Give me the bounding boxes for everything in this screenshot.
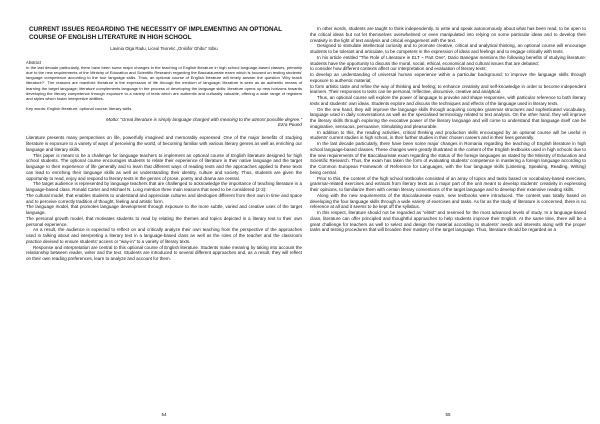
body-paragraph: The language model, that promotes language development through exposure to the more subtle, varied and creative uses of the target language.: [26, 204, 302, 216]
author-line: Lavinia Olga Radu, Liceul Teoretic „Onisifor Ghibu” Sibiu: [110, 46, 218, 52]
right-body: [310, 26, 586, 233]
right-page: [310, 0, 586, 424]
body-paragraph: Prior to this, the content of the high school textbooks consisted of an array of topics and tasks based on vocabulary-based exercises, grammar-related exercises and extracts from literary texts as a major part of the unit meant to develop students' creativity in expressing their opinions, to familiarize them with certain literary conventions of the target language and to develop their extensive reading skills.: [310, 175, 586, 192]
body-paragraph: The personal growth model, that motivates students to read by relating the themes and topics depicted in a literary text to their own personal experience.: [26, 215, 302, 227]
body-paragraph: In this respect, literature should not be regarded as “elitist” and reserved for the most advanced levels of study. In a language-based class, literature can offer principled and thoughtful approaches to help students improve their English. At the same time, there will be a great challenge for teachers as well to select and design the material according to students' needs and interests along with the proper tasks and testing procedures that will broaden their mastery of the target language. Thus, literature should be regarded as a: [310, 210, 586, 233]
left-page: [26, 0, 302, 424]
body-paragraph: The cultural model, that enables students to understand and appreciate cultures and ideologies different from their own in time and space and to perceive correctly tradition of thought, feeling and artistic form.: [26, 192, 302, 204]
body-paragraph: On the one hand, they will improve the language skills through acquiring complex grammar structures and sophisticated vocabulary, language used in daily conversations as well as the specialised terminology related to text analysis. On the other hand, they will improve the literary skills through exploring the evocative power of the literary language and will come to understand that language itself can be imaginative, sensuous, persuasive, stimulating and pleasurable.: [310, 106, 586, 129]
body-paragraph: to develop an understanding of universal human experience within a particular background; to improve the language skills through exposure to authentic material;: [310, 72, 586, 83]
body-paragraph: Thus, an optional course will explore the power of language to provoke and shape responses, with particular reference to both literary texts and students' own ideas. Students explore and discuss the techniques and effects of the language used in literary texts.: [310, 95, 586, 106]
body-paragraph: In the last decade particularly, there have been some major changes in Romania regarding the teaching of English literature in high school language-based classes. These changes were greatly illustrated in the content of the English textbooks used in high schools due to the new requirements of the Baccalaureate exam regarding the status of the foreign languages as stated by the Ministry of Education and Scientific Research. Thus, the exam has taken the form of evaluating students' competence in mastering a foreign language according to the Common European Framework of Reference for Languages, with the four language skills (Listening, Speaking, Reading, Writing) being central.: [310, 141, 586, 175]
body-paragraph: to form artistic taste and refine the way of thinking and feeling; to enhance creativity and self-knowledge in order to become independent learners. Their responses to texts can be personal, reflective, discursive, creative and analytical.: [310, 83, 586, 95]
motto-source: Ezra Pound: [277, 122, 302, 128]
abstract-text: In the last decade particularly, there have been some major changes in the teaching of English literature in high school language-based classes, primarily due to the new requirements of the Ministry of Education and Scientific Research regarding the Baccalaureate exam which is focused on testing students' language competence according to the four language skills. Thus, an optional course of English literature will timely answer the question 'Why teach literature?'. The reasons are manifold: literature is the expression of life through the medium of language; literature is seen as an authentic means of learning the target language; literature complements language in the process of developing the language skills; literature opens up new horizons towards developing the literary competence through exposure to a variety of texts which are authentic and culturally valuable, offering a wide range of registers and styles which foster interpretive abilities.: [26, 65, 302, 101]
body-paragraph: As a result, the audience is expected to reflect on and critically analyze their own teaching from the perspective of the approaches used in talking about and interpreting a literary text in a language-based class as well as the roles of the teacher and the classroom practice devised to ensure students' access or “way-in” to a variety of literary texts.: [26, 227, 302, 244]
keywords: Key words: English literature, optional course, literary skills.: [26, 105, 133, 111]
body-paragraph: Along with the new requirements of the Baccalaureate exam, new textbooks were introduced. The content was totally based on developing the four language skills through a wide variety of exercises and tasks. As far as the study of literature is concerned, there is no reference at all and it seems to be kept off the syllabus.: [310, 192, 586, 210]
body-paragraph: Designed to stimulate intellectual curiosity and to promote creative, critical and analytical thinking, an optional course will encourage students to be tolerant and articulate, to be competent in the expression of ideas and feelings and to engage critically with texts.: [310, 43, 586, 54]
abstract-heading: Abstract: [26, 60, 42, 66]
body-paragraph: In other words, students are taught to think independently, to write and speak autonomously about what has been read, to be open to the critical ideas but not let themselves overwhelmed or even manipulated into relying on some particular ideas and to develop their creativity in the light of text analysis and critical engagement with the text.: [310, 26, 586, 43]
page-number: 54: [161, 412, 167, 417]
motto: Motto: “Great literature is simply language charged with meaning to the utmost possible degree.”: [106, 116, 302, 122]
article-title: CURRENT ISSUES REGARDING THE NECESSITY OF IMPLEMENTING AN OPTIONAL COURSE OF ENGLISH LITERATURE IN HIGH SCHOOL: [29, 26, 282, 41]
page-number: 55: [445, 412, 451, 417]
body-paragraph: Response and interpretation are central to this optional course of English literature. Students make meaning by taking into account the relationship between reader, writer and the text. Students are introduced to several different approaches and, as a result, they will reflect on their own reading preferences, learn to analyze and account for them.: [26, 244, 302, 262]
body-paragraph: The target audience is represented by language teachers that are challenged to acknowledge the importance of teaching literature in a language-based class. Ronald Carter and Michael N. Long mention three main reasons that need to be considered (2-3):: [26, 181, 302, 193]
body-paragraph: to consider how different contexts affect our interpretation and evaluation of literary texts;: [310, 66, 487, 72]
body-paragraph: In addition to this, the reading activities, critical thinking and production skills encouraged by an optional course will be useful in students' current studies in high school, in their further studies in their chosen careers and in their lives generally.: [310, 129, 586, 141]
body-paragraph: Literature presents many perspectives on life, powerfully imagined and memorably expressed. One of the major benefits of studying literature is exposure to a variety of ways of perceiving the world, of becoming familiar with various literary genres as well as enriching our language and literary skills.: [26, 135, 302, 152]
body-paragraph: This paper is meant to be a challenge for language teachers to implement an optional course of English literature designed for high school students. The optional course encourages students to relate their experience of literature in their native language and the target language to their experience of life generally and to learn that different ways of reading texts and the approaches applied to these texts can lead to enriching their language skills as well as understanding their identity, culture and society. Thus, students are given the opportunity to read, enjoy and respond to literary texts in the genres of prose, poetry and drama are central.: [26, 152, 302, 181]
body-paragraph: In his article entitled “The Role of Literature in ELT – Part One”, Dario Banegas mentions the following benefits of studying literature: students have the opportunity to discuss the moral, social, ethical, economical and cultural issues that are debated;: [310, 54, 586, 66]
left-body: [26, 135, 302, 262]
